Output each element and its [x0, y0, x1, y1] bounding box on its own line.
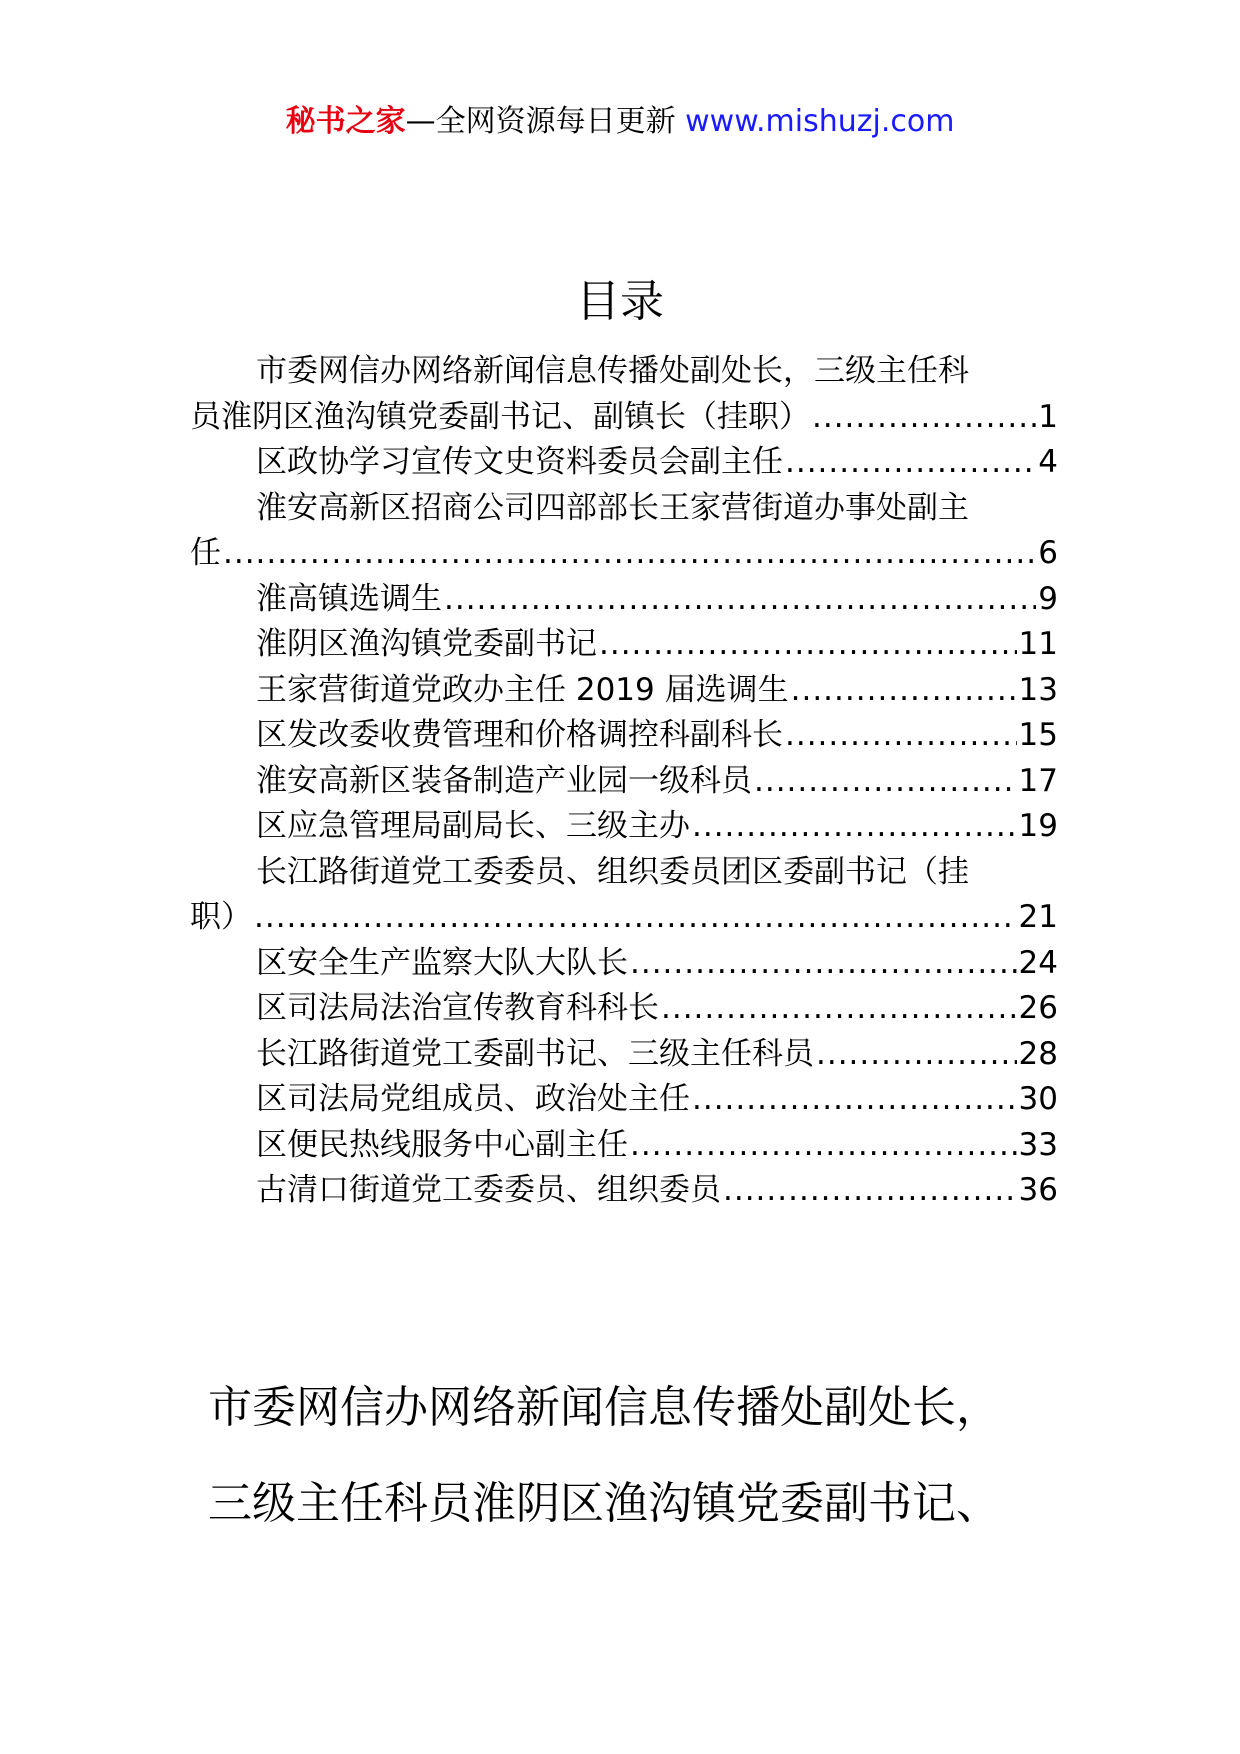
toc-entry-title: 市委网信办网络新闻信息传播处副处长，三级主任科 [256, 353, 969, 389]
section-heading-line: 市委网信办网络新闻信息传播处副处长， [208, 1382, 1000, 1433]
toc-entry[interactable] [190, 850, 1058, 941]
toc-entry-line [190, 804, 1058, 850]
toc-entry-title: 长江路街道党工委委员、组织委员团区委副书记（挂 [256, 853, 969, 890]
toc-page-number: 30 [1018, 1081, 1058, 1117]
toc-page-number: 6 [1038, 535, 1058, 571]
toc-entry-line [190, 622, 1058, 668]
toc-entry-line [190, 941, 1058, 987]
toc-dot-leader [661, 986, 1017, 1032]
toc-entry[interactable] [190, 1123, 1058, 1169]
toc-entry-title: 淮安高新区招商公司四部部长王家营街道办事处副主 [256, 489, 969, 526]
toc-entry-line [190, 850, 1058, 896]
toc-dot-leader [254, 895, 1017, 941]
toc-page-number: 9 [1038, 580, 1058, 617]
toc-entry-line [190, 1077, 1058, 1123]
toc-entry-line [190, 1123, 1058, 1169]
toc-entry[interactable] [190, 349, 1058, 440]
toc-dot-leader [692, 1077, 1017, 1123]
toc-entry-title: 古清口街道党工委委员、组织委员 [256, 1172, 721, 1208]
section-heading [208, 1360, 1068, 1552]
toc-entry[interactable] [190, 1168, 1058, 1214]
toc-dot-leader [444, 577, 1036, 623]
toc-entry-line [190, 1032, 1058, 1078]
toc-entry[interactable] [190, 713, 1058, 759]
toc-entry-line [190, 759, 1058, 805]
toc-entry-title: 区发改委收费管理和价格调控科副科长 [256, 717, 783, 753]
toc-entry[interactable] [190, 1077, 1058, 1123]
toc-title: 目录 [576, 276, 664, 327]
toc-entry-line [190, 986, 1058, 1032]
toc-dot-leader [630, 941, 1017, 987]
toc-entry[interactable] [190, 440, 1058, 486]
toc-entry-line [190, 531, 1058, 577]
section-heading-line: 三级主任科员淮阴区渔沟镇党委副书记、 [208, 1478, 1000, 1529]
site-header [0, 100, 1240, 144]
toc-entry[interactable] [190, 759, 1058, 805]
toc-dot-leader [223, 531, 1036, 577]
toc-page-number: 13 [1018, 671, 1058, 708]
toc-entry-line [190, 486, 1058, 532]
toc-entry-line [190, 1168, 1058, 1214]
toc-entry-title: 员淮阴区渔沟镇党委副书记、副镇长（挂职） [190, 398, 810, 435]
toc-page-number: 21 [1018, 899, 1058, 935]
toc-entry-line [190, 895, 1058, 941]
toc-page-number: 36 [1018, 1172, 1058, 1208]
toc-page-number: 24 [1018, 944, 1058, 981]
toc-entry-title: 淮阴区渔沟镇党委副书记 [256, 626, 597, 662]
toc-entry-title: 淮高镇选调生 [256, 580, 442, 617]
toc-page-number: 19 [1018, 808, 1058, 844]
toc-page-number: 1 [1038, 398, 1058, 435]
toc-entry-title: 王家营街道党政办主任 2019 届选调生 [256, 671, 789, 708]
toc-page-number: 33 [1018, 1126, 1058, 1163]
toc-page-number: 11 [1018, 626, 1058, 662]
toc-entry-title: 区司法局法治宣传教育科科长 [256, 990, 659, 1026]
toc-entry-title: 区政协学习宣传文史资料委员会副主任 [256, 444, 783, 480]
toc-entry[interactable] [190, 986, 1058, 1032]
toc-entry[interactable] [190, 668, 1058, 714]
toc-entry-title: 任 [190, 535, 221, 571]
toc-entry-title: 淮安高新区装备制造产业园一级科员 [256, 762, 752, 799]
toc-dot-leader [723, 1168, 1017, 1214]
toc-entry-title: 区安全生产监察大队大队长 [256, 944, 628, 981]
toc-entry-title: 区便民热线服务中心副主任 [256, 1126, 628, 1163]
table-of-contents [190, 349, 1058, 1214]
toc-dot-leader [630, 1123, 1017, 1169]
toc-entry-line [190, 577, 1058, 623]
toc-page-number: 26 [1018, 990, 1058, 1026]
brand-name: 秘书之家 [285, 104, 406, 139]
toc-dot-leader [785, 440, 1036, 486]
toc-entry-line [190, 668, 1058, 714]
toc-entry[interactable] [190, 622, 1058, 668]
toc-entry-line [190, 713, 1058, 759]
toc-dot-leader [754, 759, 1017, 805]
toc-entry[interactable] [190, 804, 1058, 850]
toc-entry-line [190, 440, 1058, 486]
toc-dot-leader [812, 395, 1036, 441]
toc-entry[interactable] [190, 577, 1058, 623]
toc-entry-title: 区应急管理局副局长、三级主办 [256, 808, 690, 844]
toc-entry-line [190, 395, 1058, 441]
toc-dot-leader [692, 804, 1017, 850]
toc-entry-title: 职） [190, 899, 252, 935]
toc-entry-title: 长江路街道党工委副书记、三级主任科员 [256, 1035, 814, 1072]
toc-page-number: 15 [1018, 717, 1058, 753]
site-url-link[interactable]: www.mishuzj.com [685, 104, 955, 139]
toc-dot-leader [816, 1032, 1017, 1078]
toc-entry[interactable] [190, 941, 1058, 987]
toc-page-number: 17 [1018, 762, 1058, 799]
header-tagline: —全网资源每日更新 [405, 104, 676, 139]
toc-dot-leader [791, 668, 1017, 714]
toc-entry[interactable] [190, 486, 1058, 577]
toc-entry-line [190, 349, 1058, 395]
toc-dot-leader [599, 622, 1017, 668]
toc-entry[interactable] [190, 1032, 1058, 1078]
toc-page-number: 4 [1038, 444, 1058, 480]
toc-entry-title: 区司法局党组成员、政治处主任 [256, 1081, 690, 1117]
toc-page-number: 28 [1018, 1035, 1058, 1072]
toc-dot-leader [785, 713, 1017, 759]
